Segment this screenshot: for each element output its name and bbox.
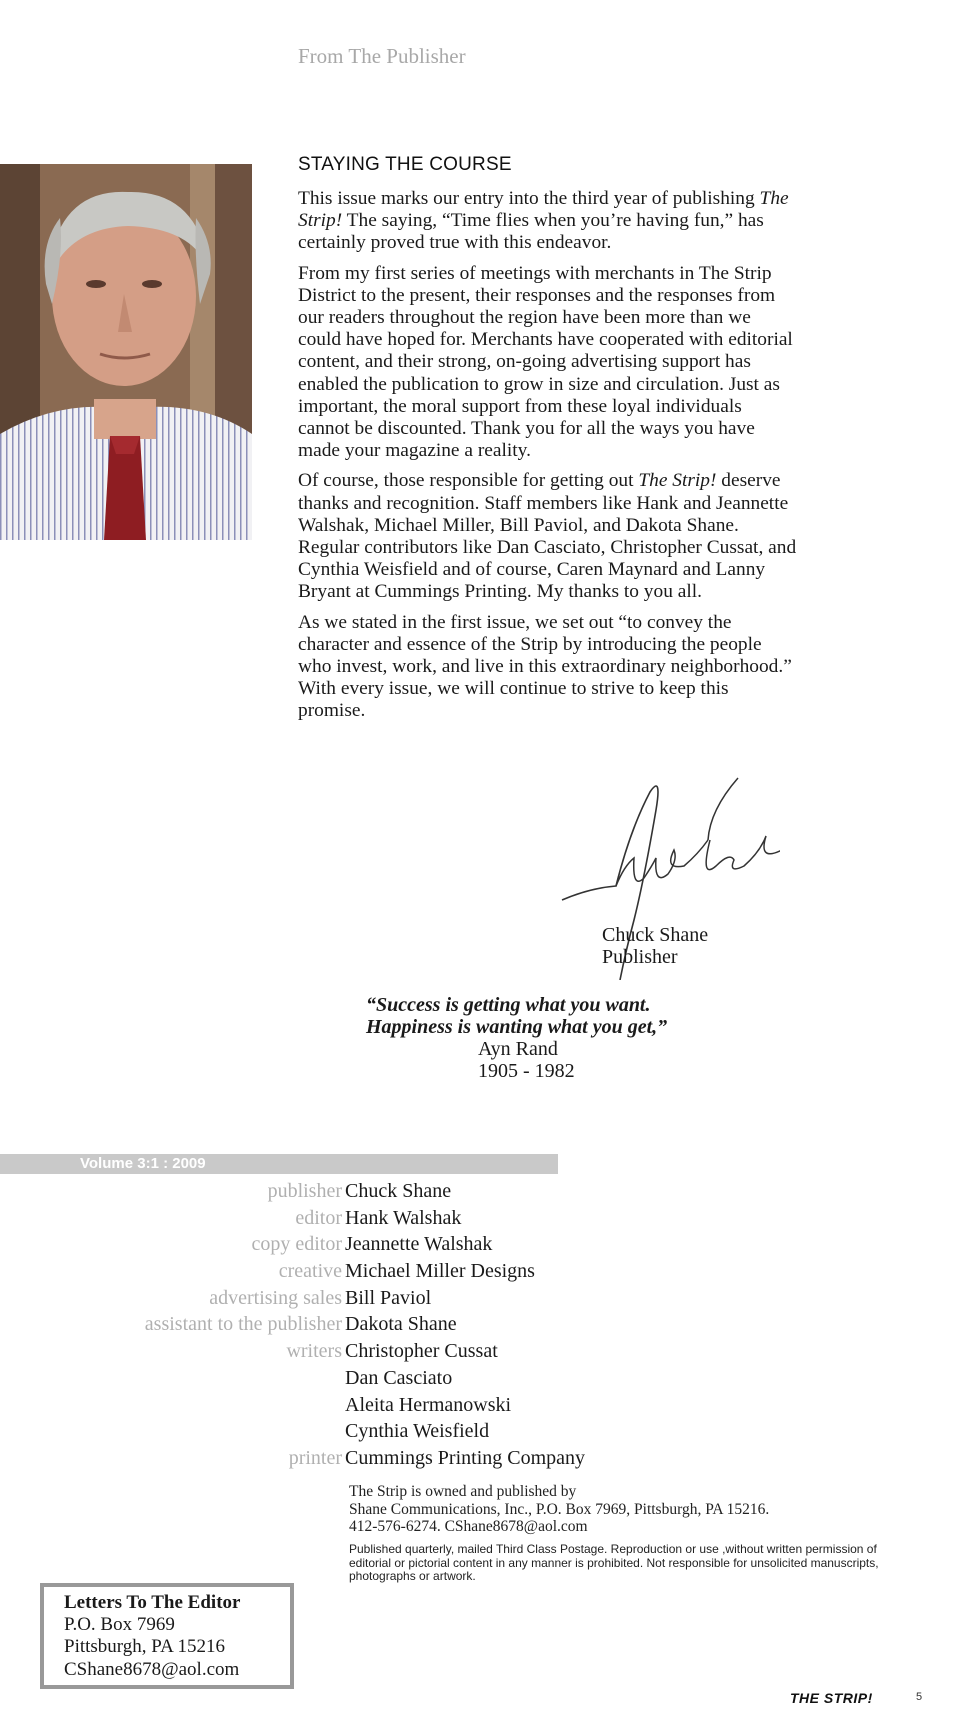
- staff-role: creative: [278, 1260, 342, 1283]
- quote-line-2: Happiness is wanting what you get,”: [366, 1016, 668, 1038]
- quote-line-1: “Success is getting what you want.: [366, 994, 651, 1016]
- letters-to-editor-box: [40, 1583, 294, 1689]
- letters-email: CShane8678@aol.com: [64, 1658, 240, 1680]
- volume-label: Volume 3:1 : 2009: [80, 1155, 206, 1172]
- staff-role: editor: [295, 1206, 342, 1229]
- article-paragraph-1: This issue marks our entry into the third year of publishing The Strip! The saying, “Time flies when you’re having fun,” has certainly proved true with this endeavor.: [298, 188, 789, 254]
- staff-name: Dan Casciato: [345, 1366, 453, 1389]
- staff-role: assistant to the publisher: [144, 1313, 342, 1336]
- ownership-line-2: Shane Communications, Inc., P.O. Box 7969, Pittsburgh, PA 15216.: [349, 1500, 770, 1518]
- staff-role: copy editor: [251, 1233, 342, 1256]
- staff-row: [0, 1340, 700, 1367]
- staff-name: Chuck Shane: [345, 1180, 452, 1202]
- staff-name: Dakota Shane: [345, 1313, 457, 1336]
- ownership-line-3: 412-576-6274. CShane8678@aol.com: [349, 1518, 588, 1536]
- staff-row: [0, 1420, 700, 1447]
- staff-name: Aleita Hermanowski: [345, 1393, 512, 1416]
- legal-notice: Published quarterly, mailed Third Class Postage. Reproduction or use ,without written permission of editorial or pictorial content in any manner is prohibited. Not responsible for unsolicited manuscripts, photographs or artwork.: [349, 1542, 879, 1583]
- staff-name: Cummings Printing Company: [345, 1446, 586, 1469]
- quote-block: [366, 994, 667, 1082]
- staff-name: Jeannette Walshak: [345, 1233, 493, 1256]
- staff-role: writers: [286, 1340, 342, 1363]
- volume-bar: [0, 1154, 558, 1174]
- article-paragraph-2: From my first series of meetings with merchants in The Strip District to the present, their responses and the responses from our readers throughout the region have been more than we could have hoped for. Merchants have cooperated with editorial content, and their strong, on-going advertising support has enabled the publication to grow in size and circulation. Just as important, the moral support from these loyal individuals cannot be discounted. Thank you for all the ways you have made your magazine a reality.: [298, 262, 793, 462]
- signer-name: Chuck Shane: [602, 924, 709, 946]
- staff-row: [0, 1367, 700, 1394]
- staff-list: [0, 1180, 700, 1474]
- letters-title: Letters To The Editor: [64, 1592, 241, 1613]
- staff-row: [0, 1180, 700, 1207]
- staff-role: advertising sales: [209, 1286, 342, 1309]
- staff-row: [0, 1260, 700, 1287]
- magazine-logo: THE STRIP!: [790, 1690, 873, 1706]
- staff-name: Christopher Cussat: [345, 1340, 498, 1363]
- article-headline: STAYING THE COURSE: [298, 154, 512, 175]
- quote-years: 1905 - 1982: [478, 1060, 575, 1082]
- staff-row: [0, 1287, 700, 1314]
- staff-role: publisher: [267, 1180, 342, 1202]
- signer-block: [602, 924, 708, 968]
- staff-row: [0, 1313, 700, 1340]
- staff-name: Bill Paviol: [345, 1286, 432, 1309]
- staff-row: [0, 1207, 700, 1234]
- staff-row: [0, 1447, 700, 1474]
- article-paragraph-3: Of course, those responsible for getting out The Strip! deserve thanks and recognition. Staff members like Hank and Jeannette Walshak, Michael Miller, Bill Paviol, and Dakota Shane. Regular contributors like Dan Casciato, Christopher Cussat, and Cynthia Weisfield and of course, Caren Maynard and Lanny Bryant at Cummings Printing. My thanks to you all.: [298, 470, 797, 603]
- staff-name: Hank Walshak: [345, 1206, 462, 1229]
- letters-address-line-2: Pittsburgh, PA 15216: [64, 1636, 226, 1658]
- staff-row: [0, 1394, 700, 1421]
- staff-role: printer: [288, 1446, 342, 1469]
- quote-author: Ayn Rand: [478, 1038, 558, 1060]
- signer-title: Publisher: [602, 946, 678, 968]
- letters-address-line-1: P.O. Box 7969: [64, 1614, 175, 1636]
- publisher-photo: [0, 164, 252, 540]
- staff-row: [0, 1233, 700, 1260]
- editorial-article: [298, 154, 798, 731]
- article-paragraph-4: As we stated in the first issue, we set out “to convey the character and essence of the Strip by introducing the people who invest, work, and live in this extraordinary neighborhood.” With every issue, we will continue to strive to keep this promise.: [298, 611, 792, 722]
- page-number: 5: [916, 1691, 923, 1703]
- staff-name: Michael Miller Designs: [345, 1260, 535, 1283]
- staff-name: Cynthia Weisfield: [345, 1420, 490, 1443]
- ownership-line-1: The Strip is owned and published by: [349, 1483, 577, 1500]
- section-label: From The Publisher: [298, 44, 466, 68]
- ownership-info: [349, 1483, 909, 1536]
